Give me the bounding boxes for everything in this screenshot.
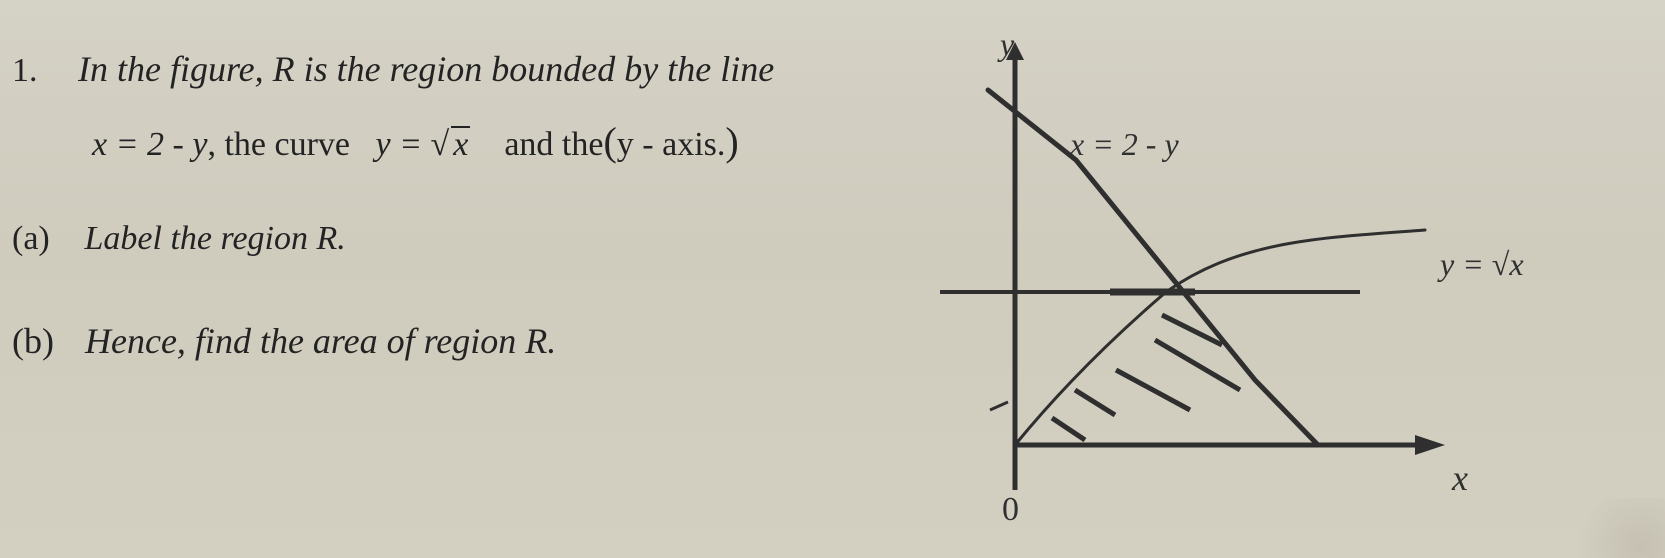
- part-b-label: (b): [12, 321, 54, 361]
- paper-smudge: [1545, 498, 1665, 558]
- hatch-mark: [1075, 390, 1115, 415]
- line-equation: x = 2 - y: [92, 126, 208, 163]
- x-axis-arrow: [1415, 435, 1445, 455]
- question-intro-line-1: In the figure, R is the region bounded by the line: [78, 49, 775, 89]
- hatch-mark: [1116, 370, 1190, 410]
- origin-label: 0: [1002, 491, 1019, 528]
- region-figure-svg: [940, 20, 1660, 540]
- curve-label: y = √x: [1440, 246, 1524, 282]
- sqrt-symbol: √: [430, 126, 450, 163]
- tick-mark: [990, 402, 1008, 410]
- x-axis-label: x: [1452, 458, 1468, 498]
- curve-radicand: x: [453, 126, 469, 163]
- and-text: and the: [504, 126, 604, 163]
- question-number: 1.: [12, 52, 38, 89]
- curve-equation-lhs: y =: [375, 126, 423, 163]
- axis-close-paren: ): [725, 119, 739, 164]
- hatch-mark: [1052, 418, 1085, 440]
- part-a-text: Label the region R.: [84, 220, 346, 257]
- axis-open-paren: (: [603, 119, 617, 164]
- line-comma-text: , the curve: [207, 126, 350, 163]
- line-label: x = 2 - y: [1070, 126, 1179, 162]
- part-b-text: Hence, find the area of region R.: [85, 321, 557, 361]
- part-a-label: (a): [12, 220, 50, 257]
- part-a: [12, 220, 346, 258]
- region-figure: [940, 20, 1660, 545]
- question-intro-line-2: [92, 118, 739, 165]
- part-b: [12, 320, 556, 362]
- y-axis-label: y: [1000, 26, 1015, 62]
- axis-text: y - axis.: [616, 126, 726, 163]
